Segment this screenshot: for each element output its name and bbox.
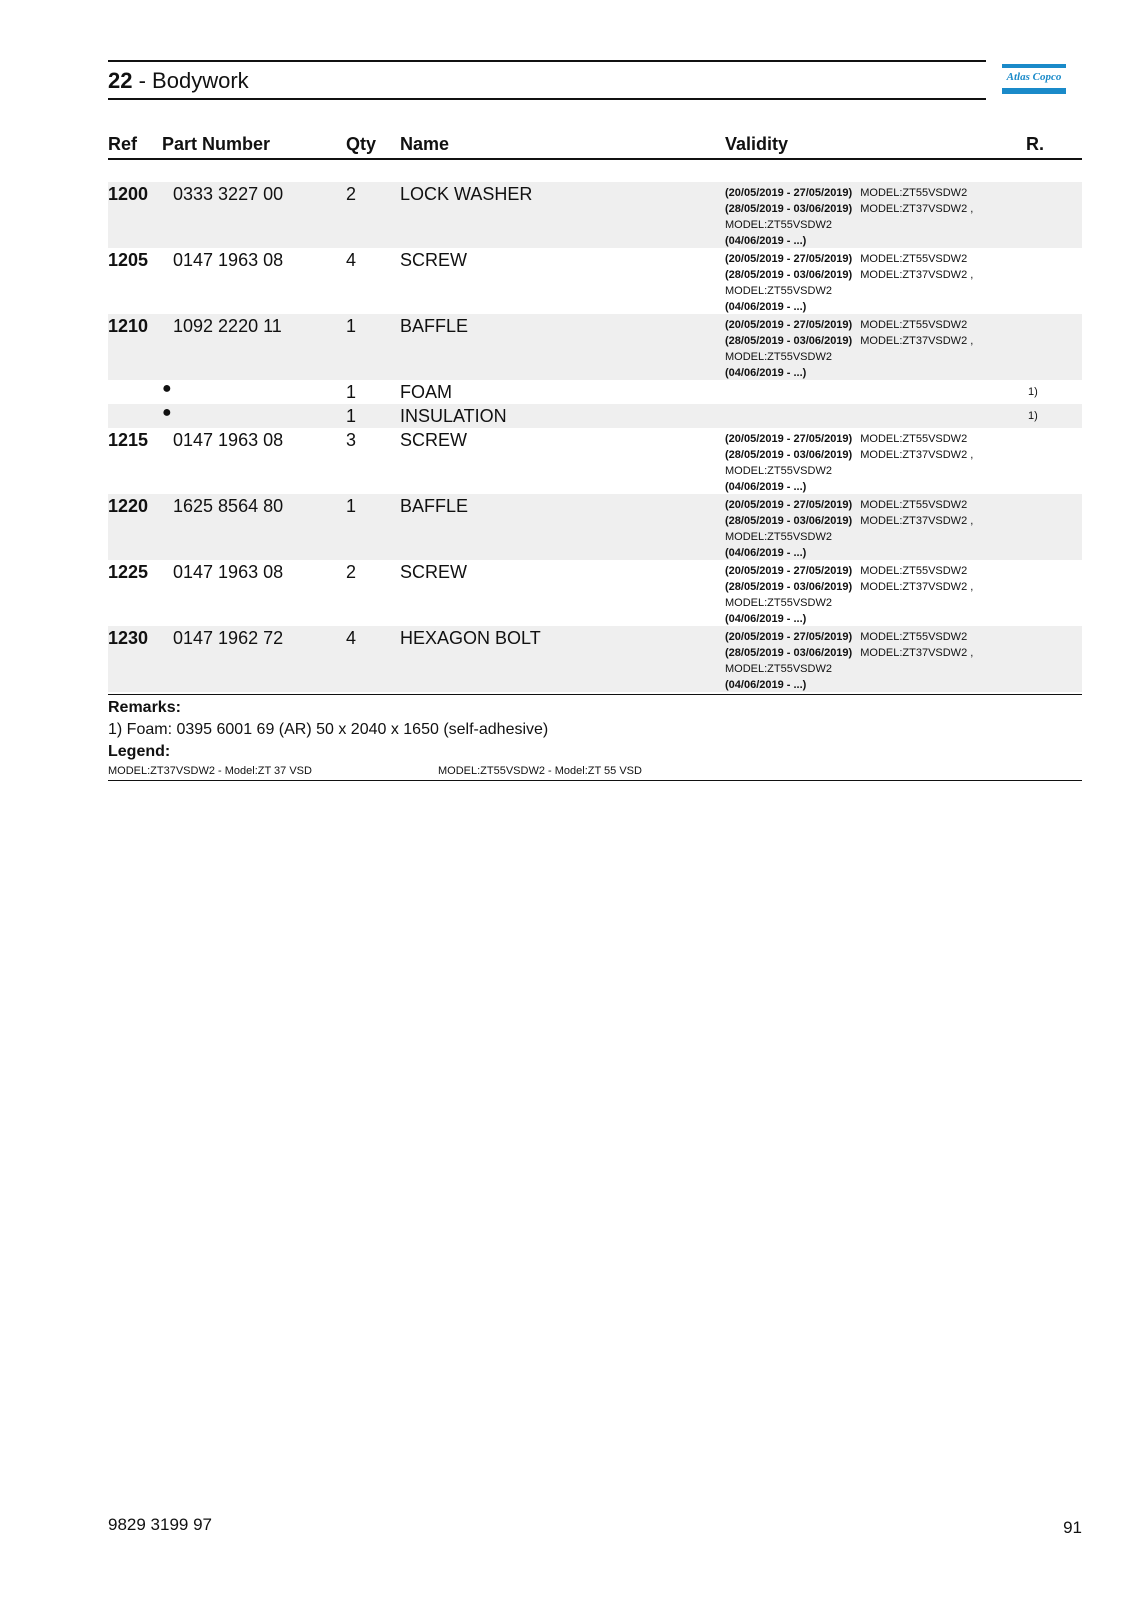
- part-number-cell: 0333 3227 00: [173, 184, 284, 204]
- col-qty: Qty: [346, 134, 377, 154]
- section-name: Bodywork: [152, 68, 249, 93]
- remark-cell: 1): [1028, 410, 1038, 422]
- name-cell: INSULATION: [400, 406, 507, 426]
- validity-line: [725, 463, 973, 479]
- validity-date: (04/06/2019 - ...): [725, 235, 807, 247]
- name-cell: FOAM: [400, 382, 452, 402]
- col-validity: Validity: [725, 134, 789, 154]
- validity-cell: [725, 497, 973, 561]
- validity-line: [725, 333, 973, 349]
- document-number: 9829 3199 97: [108, 1515, 212, 1534]
- validity-date: (20/05/2019 - 27/05/2019): [725, 631, 853, 643]
- validity-model: MODEL:ZT55VSDW2: [860, 499, 968, 511]
- qty-cell: 2: [346, 184, 357, 204]
- validity-line: [725, 267, 973, 283]
- remarks-section: [108, 698, 1082, 780]
- validity-model: MODEL:ZT55VSDW2: [860, 631, 968, 643]
- qty-cell: 4: [346, 628, 357, 648]
- remark-item: 1) Foam: 0395 6001 69 (AR) 50 x 2040 x 1650 (self-adhesive): [108, 721, 549, 738]
- table-row: [108, 560, 1082, 626]
- qty-cell: 4: [346, 250, 357, 270]
- ref-cell: 1205: [108, 250, 149, 270]
- col-remark: R.: [1026, 134, 1044, 154]
- section-number: 22: [108, 68, 133, 93]
- ref-cell: 1220: [108, 496, 149, 516]
- table-bottom-rule: [108, 694, 1082, 695]
- validity-date: (20/05/2019 - 27/05/2019): [725, 433, 853, 445]
- validity-model: MODEL:ZT37VSDW2 ,: [860, 581, 974, 593]
- validity-line: [725, 217, 973, 233]
- validity-cell: [725, 185, 973, 249]
- table-row: [108, 428, 1082, 494]
- validity-date: (28/05/2019 - 03/06/2019): [725, 269, 853, 281]
- validity-model: MODEL:ZT55VSDW2: [725, 351, 832, 363]
- validity-model: MODEL:ZT37VSDW2 ,: [860, 515, 974, 527]
- legend-item: MODEL:ZT55VSDW2 - Model:ZT 55 VSD: [438, 765, 642, 777]
- validity-date: (04/06/2019 - ...): [725, 301, 807, 313]
- name-cell: SCREW: [400, 250, 467, 270]
- validity-line: [725, 299, 973, 315]
- validity-line: [725, 513, 973, 529]
- validity-date: (28/05/2019 - 03/06/2019): [725, 335, 853, 347]
- validity-line: [725, 283, 973, 299]
- legend-item: MODEL:ZT37VSDW2 - Model:ZT 37 VSD: [108, 765, 312, 777]
- validity-line: [725, 629, 973, 645]
- validity-model: MODEL:ZT55VSDW2: [725, 465, 832, 477]
- validity-line: [725, 579, 973, 595]
- validity-model: MODEL:ZT37VSDW2 ,: [860, 449, 974, 461]
- validity-model: MODEL:ZT55VSDW2: [860, 187, 968, 199]
- validity-model: MODEL:ZT37VSDW2 ,: [860, 203, 974, 215]
- page-number: 91: [1063, 1518, 1082, 1537]
- legend-bottom-rule: [108, 780, 1082, 781]
- validity-date: (20/05/2019 - 27/05/2019): [725, 565, 853, 577]
- qty-cell: 1: [346, 496, 357, 516]
- validity-model: MODEL:ZT37VSDW2 ,: [860, 647, 974, 659]
- validity-model: MODEL:ZT55VSDW2: [860, 565, 968, 577]
- validity-date: (04/06/2019 - ...): [725, 367, 807, 379]
- validity-line: [725, 233, 973, 249]
- validity-line: [725, 431, 973, 447]
- validity-model: MODEL:ZT55VSDW2: [725, 219, 832, 231]
- table-row: [108, 404, 1082, 428]
- legend-heading: Legend:: [108, 743, 171, 760]
- validity-date: (28/05/2019 - 03/06/2019): [725, 515, 853, 527]
- validity-line: [725, 349, 973, 365]
- logo-bar-top: [1002, 64, 1066, 68]
- validity-line: [725, 201, 973, 217]
- validity-date: (04/06/2019 - ...): [725, 481, 807, 493]
- part-number-cell: 0147 1962 72: [173, 628, 284, 648]
- table-row: [108, 182, 1082, 248]
- parts-table: [108, 182, 1082, 692]
- validity-model: MODEL:ZT37VSDW2 ,: [860, 335, 974, 347]
- table-row: [108, 626, 1082, 692]
- validity-model: MODEL:ZT55VSDW2: [725, 663, 832, 675]
- bullet-marker: ●: [162, 404, 172, 421]
- col-ref: Ref: [108, 134, 138, 154]
- validity-cell: [725, 431, 973, 495]
- remark-cell: 1): [1028, 386, 1038, 398]
- bullet-marker: ●: [162, 380, 172, 397]
- name-cell: BAFFLE: [400, 316, 469, 336]
- validity-date: (20/05/2019 - 27/05/2019): [725, 499, 853, 511]
- validity-line: [725, 545, 973, 561]
- table-row: [108, 380, 1082, 404]
- name-cell: SCREW: [400, 562, 467, 582]
- ref-cell: 1210: [108, 316, 149, 336]
- qty-cell: 1: [346, 406, 357, 426]
- validity-model: MODEL:ZT55VSDW2: [860, 319, 968, 331]
- validity-date: (04/06/2019 - ...): [725, 679, 807, 691]
- legend-items: [108, 762, 1082, 780]
- validity-line: [725, 645, 973, 661]
- part-number-cell: 1092 2220 11: [173, 316, 282, 336]
- validity-date: (28/05/2019 - 03/06/2019): [725, 581, 853, 593]
- qty-cell: 1: [346, 382, 357, 402]
- validity-model: MODEL:ZT55VSDW2: [860, 253, 968, 265]
- validity-date: (20/05/2019 - 27/05/2019): [725, 253, 853, 265]
- validity-line: [725, 563, 973, 579]
- validity-date: (20/05/2019 - 27/05/2019): [725, 187, 853, 199]
- section-separator: -: [132, 68, 153, 93]
- validity-model: MODEL:ZT55VSDW2: [725, 597, 832, 609]
- validity-line: [725, 365, 973, 381]
- validity-line: [725, 479, 973, 495]
- logo-text: Atlas Copco: [1006, 71, 1062, 83]
- validity-line: [725, 447, 973, 463]
- name-cell: HEXAGON BOLT: [400, 628, 541, 648]
- validity-model: MODEL:ZT37VSDW2 ,: [860, 269, 974, 281]
- validity-line: [725, 317, 973, 333]
- page-header: [108, 60, 986, 100]
- validity-cell: [725, 317, 973, 381]
- validity-date: (28/05/2019 - 03/06/2019): [725, 203, 853, 215]
- table-row: [108, 494, 1082, 560]
- qty-cell: 1: [346, 316, 357, 336]
- qty-cell: 2: [346, 562, 357, 582]
- name-cell: BAFFLE: [400, 496, 469, 516]
- qty-cell: 3: [346, 430, 357, 450]
- atlas-copco-logo: [1002, 64, 1066, 94]
- validity-line: [725, 497, 973, 513]
- validity-cell: [725, 251, 973, 315]
- remarks-heading: Remarks:: [108, 699, 181, 716]
- logo-bar-bottom: [1002, 88, 1066, 94]
- ref-cell: 1200: [108, 184, 149, 204]
- validity-cell: [725, 563, 973, 627]
- validity-date: (04/06/2019 - ...): [725, 547, 807, 559]
- section-title: [108, 67, 249, 95]
- col-name: Name: [400, 134, 450, 154]
- validity-line: [725, 595, 973, 611]
- validity-line: [725, 611, 973, 627]
- validity-date: (28/05/2019 - 03/06/2019): [725, 647, 853, 659]
- validity-line: [725, 661, 973, 677]
- part-number-cell: 0147 1963 08: [173, 250, 284, 270]
- table-header: [108, 132, 1082, 160]
- validity-line: [725, 677, 973, 693]
- ref-cell: 1225: [108, 562, 149, 582]
- validity-model: MODEL:ZT55VSDW2: [860, 433, 968, 445]
- validity-date: (04/06/2019 - ...): [725, 613, 807, 625]
- validity-date: (20/05/2019 - 27/05/2019): [725, 319, 853, 331]
- col-part-number: Part Number: [162, 134, 271, 154]
- part-number-cell: 0147 1963 08: [173, 562, 284, 582]
- validity-line: [725, 251, 973, 267]
- ref-cell: 1215: [108, 430, 149, 450]
- table-row: [108, 248, 1082, 314]
- ref-cell: 1230: [108, 628, 149, 648]
- validity-line: [725, 529, 973, 545]
- validity-model: MODEL:ZT55VSDW2: [725, 285, 832, 297]
- part-number-cell: 0147 1963 08: [173, 430, 284, 450]
- name-cell: SCREW: [400, 430, 467, 450]
- name-cell: LOCK WASHER: [400, 184, 533, 204]
- validity-cell: [725, 629, 973, 693]
- validity-model: MODEL:ZT55VSDW2: [725, 531, 832, 543]
- validity-line: [725, 185, 973, 201]
- validity-date: (28/05/2019 - 03/06/2019): [725, 449, 853, 461]
- part-number-cell: 1625 8564 80: [173, 496, 284, 516]
- table-row: [108, 314, 1082, 380]
